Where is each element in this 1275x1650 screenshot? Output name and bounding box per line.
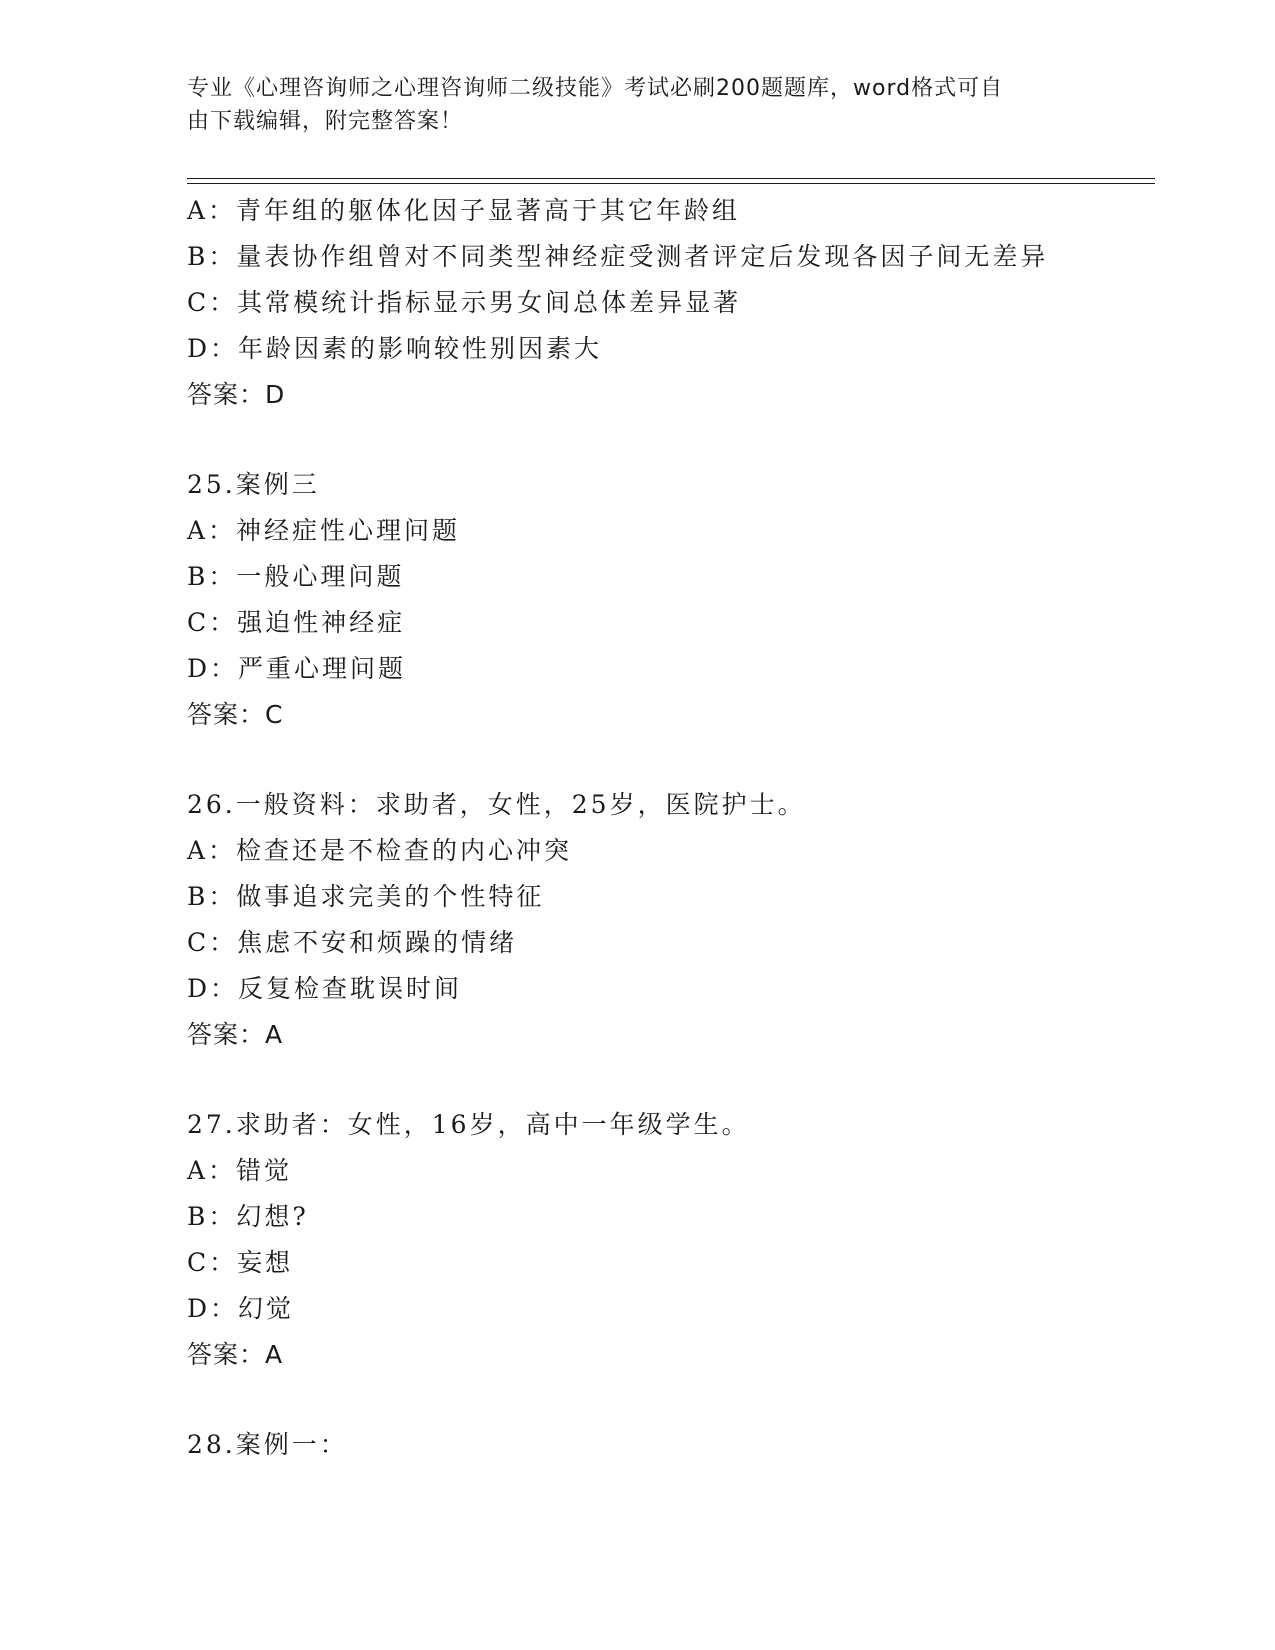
option-c: C：其常模统计指标显示男女间总体差异显著 <box>187 288 742 317</box>
option-b: B：幻想? <box>187 1202 309 1231</box>
option-d: D：幻觉 <box>187 1294 295 1323</box>
question-title: 26.一般资料：求助者，女性，25岁，医院护士。 <box>187 790 806 819</box>
question-block <box>187 1422 1147 1468</box>
question-title: 27.求助者：女性，16岁，高中一年级学生。 <box>187 1110 750 1139</box>
answer-line: 答案：A <box>187 1020 284 1049</box>
question-block <box>187 188 1147 418</box>
header-line-2: 由下载编辑，附完整答案！ <box>187 109 464 134</box>
option-d: D：反复检查耽误时间 <box>187 974 463 1003</box>
answer-line: 答案：A <box>187 1340 284 1369</box>
question-title: 28.案例一： <box>187 1430 348 1459</box>
option-c: C：强迫性神经症 <box>187 608 406 637</box>
question-block <box>187 462 1147 738</box>
answer-line: 答案：C <box>187 700 284 729</box>
option-b: B：一般心理问题 <box>187 562 405 591</box>
option-a: A：检查还是不检查的内心冲突 <box>187 836 573 865</box>
header-divider-bottom <box>187 183 1155 184</box>
option-d: D：年龄因素的影响较性别因素大 <box>187 334 603 363</box>
question-block <box>187 1102 1147 1378</box>
option-a: A：错觉 <box>187 1156 293 1185</box>
question-list <box>187 188 1147 1468</box>
option-c: C：焦虑不安和烦躁的情绪 <box>187 928 518 957</box>
option-a: A：青年组的躯体化因子显著高于其它年龄组 <box>187 196 741 225</box>
option-b: B：量表协作组曾对不同类型神经症受测者评定后发现各因子间无差异 <box>187 242 1049 271</box>
option-c: C：妄想 <box>187 1248 294 1277</box>
option-a: A：神经症性心理问题 <box>187 516 461 545</box>
document-header <box>187 72 1067 138</box>
option-b: B：做事追求完美的个性特征 <box>187 882 545 911</box>
question-block <box>187 782 1147 1058</box>
question-title: 25.案例三 <box>187 470 320 499</box>
answer-line: 答案：D <box>187 380 286 409</box>
header-divider-top <box>187 178 1155 179</box>
option-d: D：严重心理问题 <box>187 654 407 683</box>
header-line-1: 专业《心理咨询师之心理咨询师二级技能》考试必刷200题题库，word格式可自 <box>187 76 1004 101</box>
